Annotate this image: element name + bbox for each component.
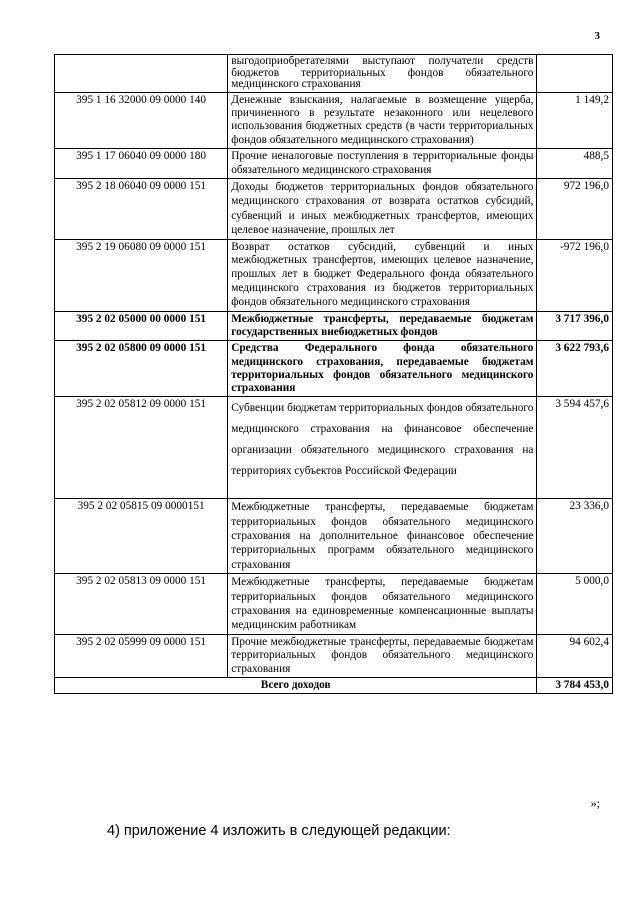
revenue-table (54, 54, 613, 694)
description-cell: Межбюджетные трансферты, передаваемые бюджетам государственных внебюджетных фондов (228, 311, 537, 341)
description-cell: Субвенции бюджетам территориальных фондов обязательного медицинского страхования на финансовое обеспечение организации обязательного медицинского страхования на территориях субъектов Российской Федерации (228, 397, 537, 499)
amount-cell: 5 000,0 (537, 574, 613, 635)
description-cell: Возврат остатков субсидий, субвенций и иных межбюджетных трансфертов, имеющих целевое назначение, прошлых лет в бюджет Федерального фонда обязательного медицинского страхования из бюджетов территориальных фондов обязательного медицинского страхования (228, 239, 537, 311)
budget-code-cell: 395 2 02 05813 09 0000 151 (55, 574, 228, 635)
total-row (55, 678, 613, 694)
table-row (55, 239, 613, 311)
budget-code-cell: 395 2 02 05800 09 0000 151 (55, 341, 228, 397)
table-row (55, 178, 613, 239)
description-cell: выгодоприобретателями выступают получатели средств бюджетов территориальных фондов обязательного медицинского страхования (228, 55, 537, 93)
description-cell: Доходы бюджетов территориальных фондов обязательного медицинского страхования от возврата остатков субсидий, субвенций и иных межбюджетных трансфертов, имеющих целевое назначение, прошлых лет (228, 178, 537, 239)
amendment-instruction: 4) приложение 4 изложить в следующей редакции: (107, 823, 451, 839)
table-row (55, 149, 613, 179)
amount-cell: 488,5 (537, 149, 613, 179)
description-cell: Прочие неналоговые поступления в территориальные фонды обязательного медицинского страхования (228, 149, 537, 179)
closing-quote-mark: »; (590, 796, 600, 810)
amount-cell: 1 149,2 (537, 92, 613, 149)
amount-cell: 94 602,4 (537, 634, 613, 677)
amount-cell: 3 717 396,0 (537, 311, 613, 341)
description-cell: Прочие межбюджетные трансферты, передаваемые бюджетам территориальных фондов обязательного медицинского страхования (228, 634, 537, 677)
budget-code-cell (55, 55, 228, 93)
amount-cell: -972 196,0 (537, 239, 613, 311)
table-row (55, 574, 613, 635)
description-cell: Межбюджетные трансферты, передаваемые бюджетам территориальных фондов обязательного медицинского страхования на дополнительное финансовое обеспечение территориальных программ обязательного медицинского страхования (228, 499, 537, 574)
table-row (55, 397, 613, 499)
budget-code-cell: 395 2 02 05000 00 0000 151 (55, 311, 228, 341)
table-row (55, 499, 613, 574)
table-row (55, 341, 613, 397)
table-row (55, 55, 613, 93)
budget-code-cell: 395 1 17 06040 09 0000 180 (55, 149, 228, 179)
revenue-table-body (55, 55, 613, 694)
amount-cell: 972 196,0 (537, 178, 613, 239)
amount-cell: 3 594 457,6 (537, 397, 613, 499)
budget-code-cell: 395 2 02 05999 09 0000 151 (55, 634, 228, 677)
budget-code-cell: 395 2 02 05815 09 0000151 (55, 499, 228, 574)
amount-cell: 3 622 793,6 (537, 341, 613, 397)
amount-cell: 23 336,0 (537, 499, 613, 574)
budget-code-cell: 395 2 02 05812 09 0000 151 (55, 397, 228, 499)
amount-cell (537, 55, 613, 93)
description-cell: Средства Федерального фонда обязательного медицинского страхования, передаваемые бюджетам территориальных фондов обязательного медицинского страхования (228, 341, 537, 397)
table-row (55, 634, 613, 677)
description-cell: Денежные взыскания, налагаемые в возмещение ущерба, причиненного в результате незаконного или нецелевого использования бюджетных средств (в части территориальных фондов обязательного медицинского страхования) (228, 92, 537, 149)
budget-code-cell: 395 2 18 06040 09 0000 151 (55, 178, 228, 239)
total-label: Всего доходов (55, 678, 537, 694)
table-row (55, 92, 613, 149)
budget-code-cell: 395 2 19 06080 09 0000 151 (55, 239, 228, 311)
page-number: 3 (594, 30, 600, 42)
table-row (55, 311, 613, 341)
budget-code-cell: 395 1 16 32000 09 0000 140 (55, 92, 228, 149)
description-cell: Межбюджетные трансферты, передаваемые бюджетам территориальных фондов обязательного медицинского страхования на единовременные компенсационные выплаты медицинским работникам (228, 574, 537, 635)
total-amount: 3 784 453,0 (537, 678, 613, 694)
